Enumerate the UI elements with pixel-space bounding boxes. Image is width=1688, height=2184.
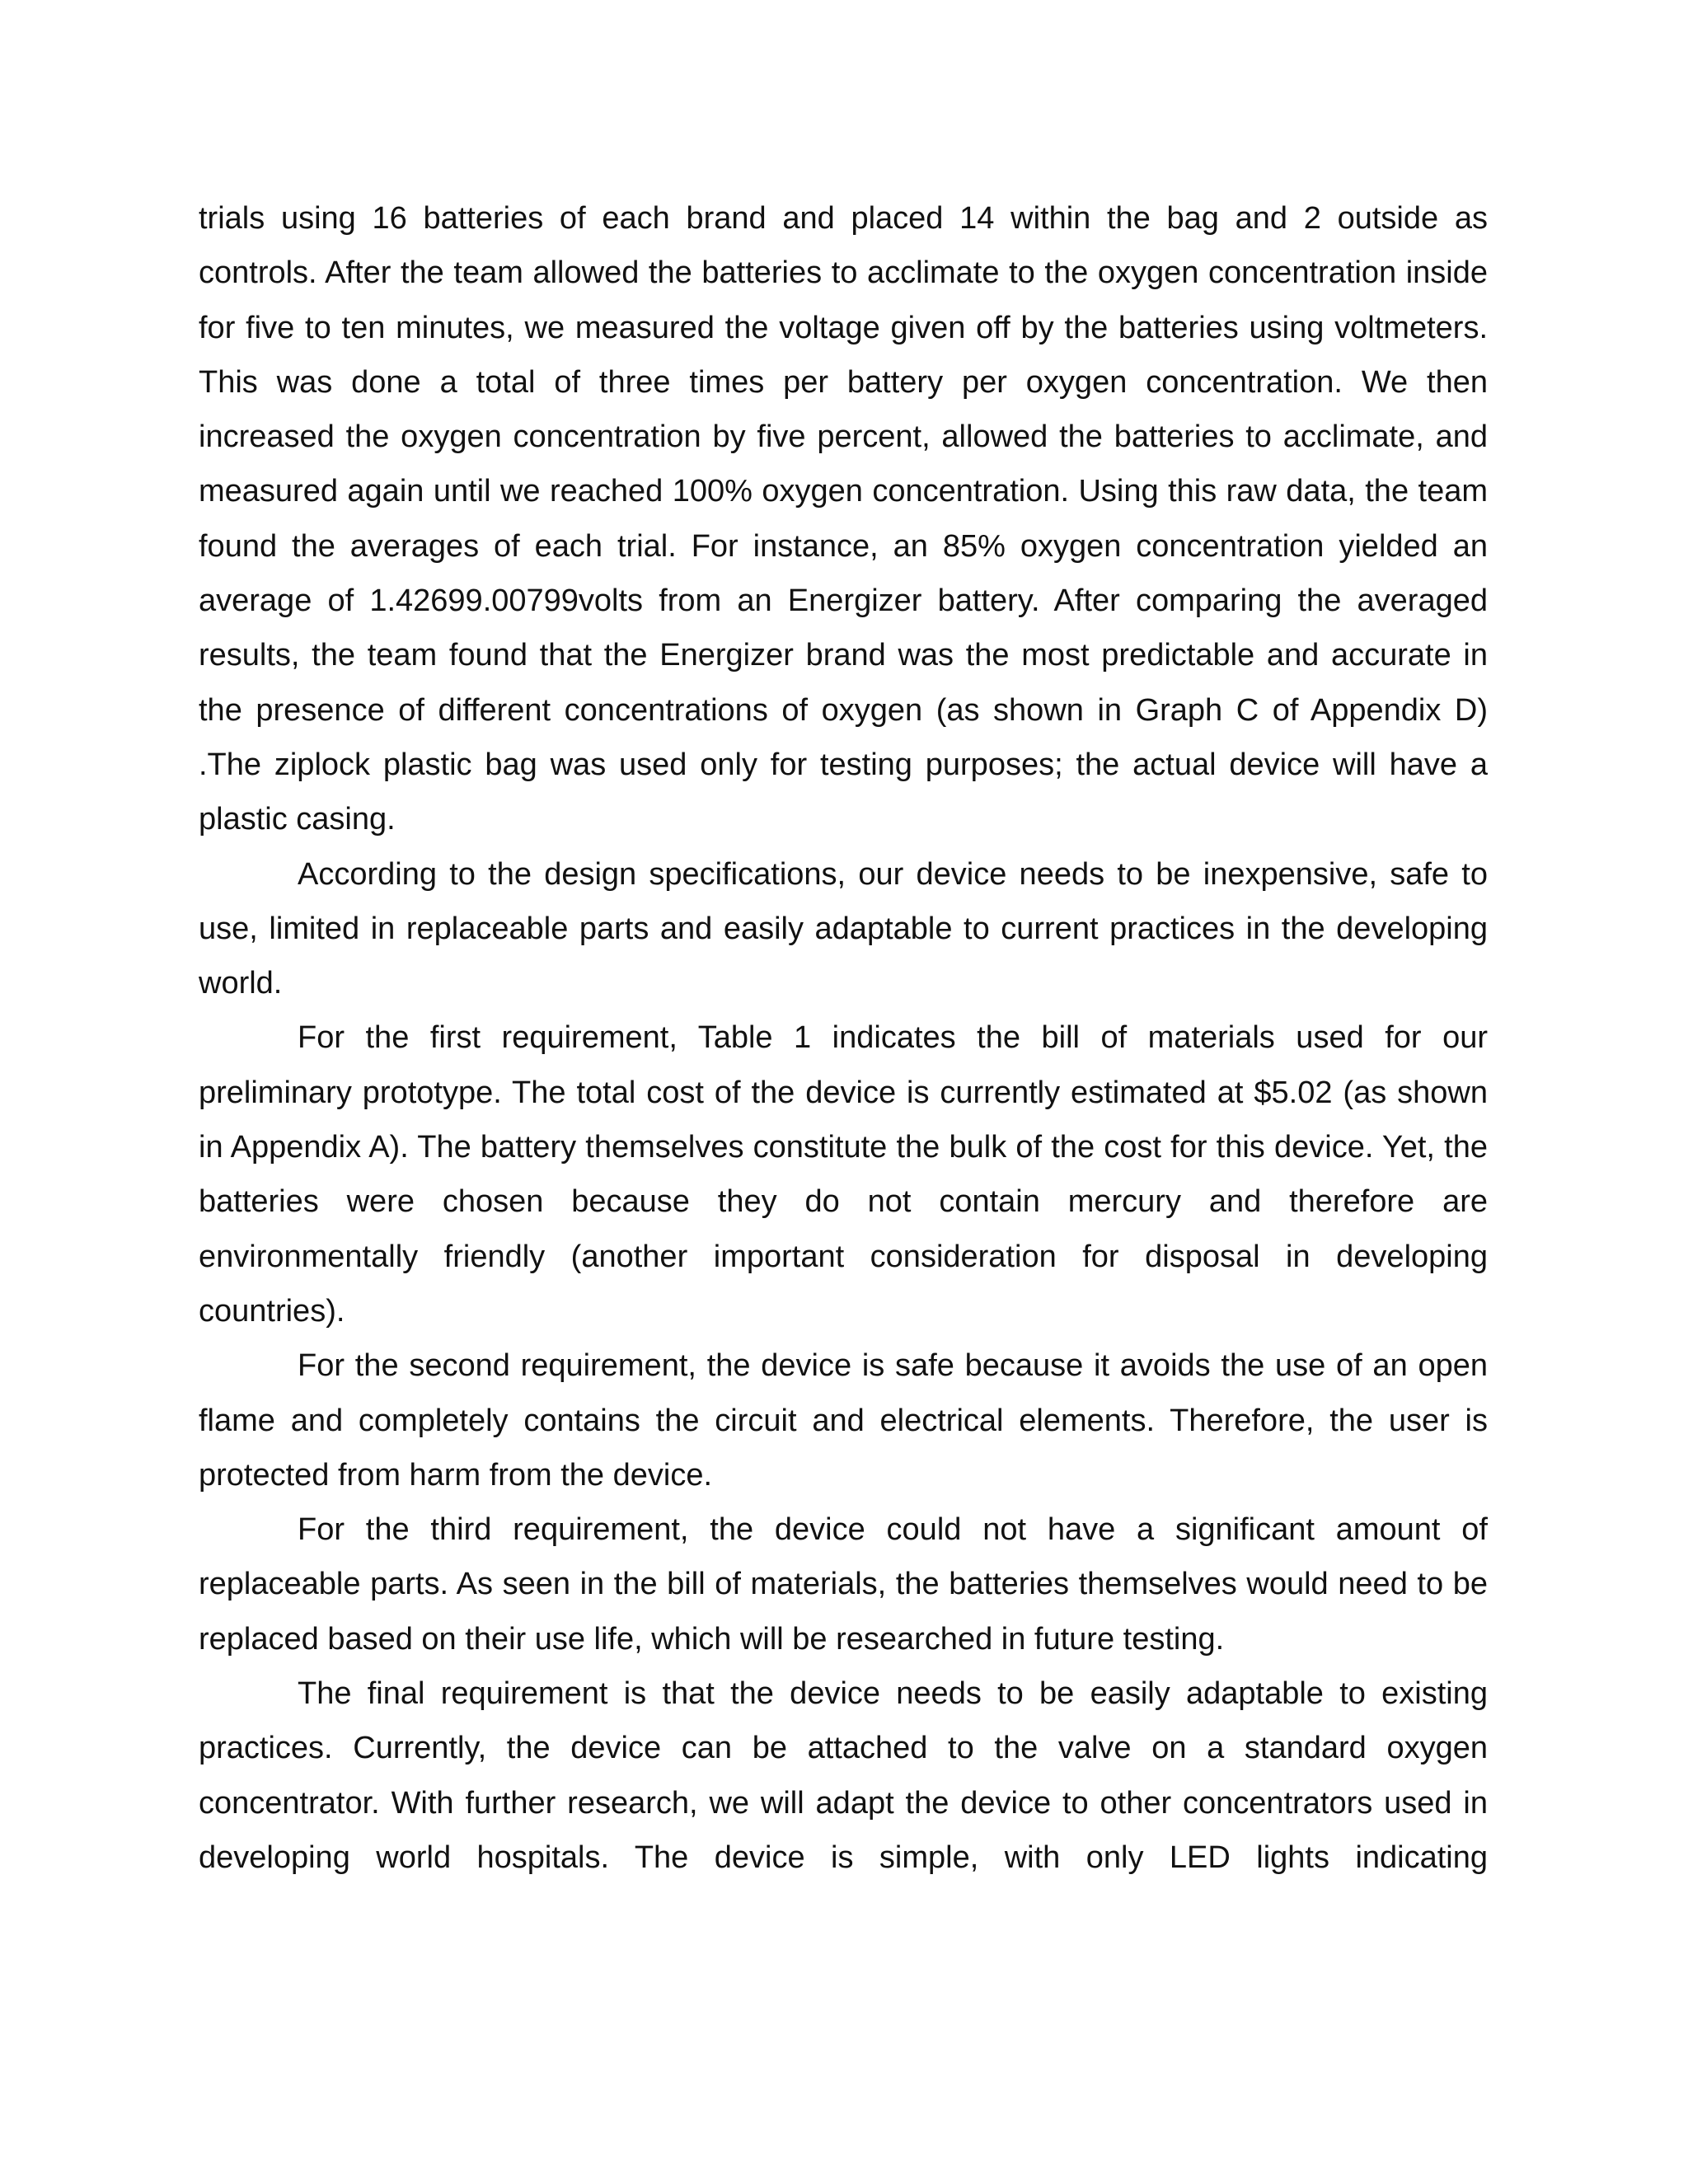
paragraph-testing-method: trials using 16 batteries of each brand and placed 14 within the bag and 2 outside as controls. After the team allowed the batteries to acclimate to the oxygen concentration inside for five to ten minutes, we measured the voltage given off by the batteries using voltmeters. This was done a total of three times per battery per oxygen concentration. We then increased the oxygen concentration by five percent, allowed the batteries to acclimate, and measured again until we reached 100% oxygen concentration. Using this raw data, the team found the averages of each trial. For instance, an 85% oxygen concentration yielded an average of 1.42699.00799volts from an Energizer battery. After comparing the averaged results, the team found that the Energizer brand was the most predictable and accurate in the presence of different concentrations of oxygen (as shown in Graph C of Appendix D) .The ziplock plastic bag was used only for testing purposes; the actual device will have a plastic casing. [199, 201, 1488, 837]
paragraph-second-requirement: For the second requirement, the device is safe because it avoids the use of an open flame and completely contains the circuit and electrical elements. Therefore, the user is protected from harm from the device. [199, 1348, 1488, 1493]
document-page [199, 191, 1488, 1885]
paragraph-first-requirement: For the first requirement, Table 1 indicates the bill of materials used for our preliminary prototype. The total cost of the device is currently estimated at $5.02 (as shown in Appendix A). The battery themselves constitute the bulk of the cost for this device. Yet, the batteries were chosen because they do not contain mercury and therefore are environmentally friendly (another important consideration for disposal in developing countries). [199, 1020, 1488, 1329]
paragraph-design-specifications: According to the design specifications, our device needs to be inexpensive, safe to use, limited in replaceable parts and easily adaptable to current practices in the developing world. [199, 856, 1488, 1001]
paragraph-third-requirement: For the third requirement, the device could not have a significant amount of replaceable parts. As seen in the bill of materials, the batteries themselves would need to be replaced based on their use life, which will be researched in future testing. [199, 1512, 1488, 1657]
paragraph-final-requirement: The final requirement is that the device needs to be easily adaptable to existing practices. Currently, the device can be attached to the valve on a standard oxygen concentrator. With further research, we will adapt the device to other concentrators used in developing world hospitals. The device is simple, with only LED lights indicating [199, 1676, 1488, 1875]
